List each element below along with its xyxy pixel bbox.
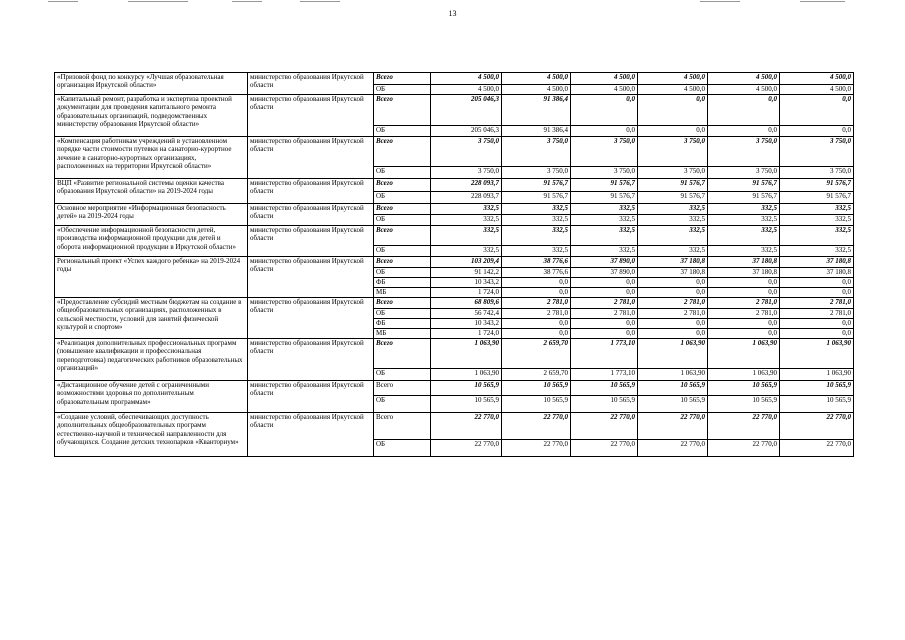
amount-cell: 0,0 (571, 288, 638, 298)
amount-cell: 91 576,7 (708, 179, 780, 192)
measure-name-cell: Основное мероприятие «Информационная безопасность детей» на 2019-2024 годы (55, 204, 248, 226)
executor-cell: министерство образования Иркутской области (248, 339, 374, 381)
funding-source-cell: МБ (374, 288, 431, 298)
amount-cell: 10 565,9 (708, 381, 780, 396)
measure-name-cell: «Обеспечение информационной безопасности детей, производства информационной продукции для детей и оборота информационной продукции в Иркутской области» (55, 226, 248, 257)
executor-cell: министерство образования Иркутской области (248, 257, 374, 298)
amount-cell: 2 781,0 (638, 298, 708, 309)
executor-cell: министерство образования Иркутской области (248, 137, 374, 179)
executor-cell: министерство образования Иркутской области (248, 179, 374, 204)
amount-cell: 56 742,4 (431, 309, 502, 319)
amount-cell: 2 659,70 (502, 339, 571, 369)
funding-source-cell: ОБ (374, 167, 431, 179)
amount-cell: 22 770,0 (780, 440, 854, 457)
table-row (55, 95, 854, 126)
amount-cell: 0,0 (571, 95, 638, 126)
amount-cell: 1 773,10 (571, 369, 638, 381)
amount-cell: 4 500,0 (571, 85, 638, 95)
amount-cell: 10 565,9 (638, 396, 708, 413)
funding-source-cell: Всего (374, 298, 431, 309)
amount-cell: 1 063,90 (638, 369, 708, 381)
amount-cell: 1 063,90 (638, 339, 708, 369)
amount-cell: 0,0 (708, 288, 780, 298)
funding-source-cell: ФБ (374, 278, 431, 288)
amount-cell: 37 890,0 (571, 257, 638, 268)
amount-cell: 91 576,7 (571, 179, 638, 192)
amount-cell: 332,5 (431, 226, 502, 246)
funding-source-cell: Всего (374, 179, 431, 192)
amount-cell: 332,5 (780, 204, 854, 215)
amount-cell: 3 750,0 (502, 167, 571, 179)
amount-cell: 91 576,7 (502, 179, 571, 192)
amount-cell: 4 500,0 (431, 73, 502, 85)
amount-cell: 22 770,0 (431, 413, 502, 440)
amount-cell: 91 576,7 (571, 192, 638, 204)
amount-cell: 22 770,0 (571, 440, 638, 457)
amount-cell: 10 343,2 (431, 278, 502, 288)
amount-cell: 332,5 (780, 226, 854, 246)
amount-cell: 0,0 (708, 95, 780, 126)
amount-cell: 37 180,8 (638, 268, 708, 278)
amount-cell: 0,0 (780, 278, 854, 288)
amount-cell: 91 576,7 (638, 179, 708, 192)
funding-source-cell: ОБ (374, 215, 431, 226)
amount-cell: 332,5 (638, 226, 708, 246)
amount-cell: 3 750,0 (431, 167, 502, 179)
measure-name-cell: «Предоставление субсидий местным бюджетам на создание в общеобразовательных организациях, расположенных в сельской местности, условий для занятий физической культурой и спортом» (55, 298, 248, 339)
amount-cell: 10 565,9 (638, 381, 708, 396)
amount-cell: 4 500,0 (571, 73, 638, 85)
amount-cell: 4 500,0 (431, 85, 502, 95)
amount-cell: 22 770,0 (502, 413, 571, 440)
amount-cell: 0,0 (571, 319, 638, 329)
executor-cell: министерство образования Иркутской области (248, 381, 374, 413)
measure-name-cell: Региональный проект «Успех каждого ребенка» на 2019-2024 годы (55, 257, 248, 298)
amount-cell: 332,5 (571, 215, 638, 226)
amount-cell: 10 565,9 (431, 381, 502, 396)
amount-cell: 332,5 (708, 246, 780, 257)
amount-cell: 91 576,7 (780, 179, 854, 192)
measure-name-cell: «Реализация дополнительных профессиональных программ (повышение квалификации и профессиональная переподготовка) педагогических работников образовательных организаций» (55, 339, 248, 381)
amount-cell: 4 500,0 (780, 73, 854, 85)
amount-cell: 332,5 (708, 204, 780, 215)
amount-cell: 228 093,7 (431, 179, 502, 192)
amount-cell: 0,0 (780, 329, 854, 339)
amount-cell: 37 890,0 (571, 268, 638, 278)
amount-cell: 37 180,8 (780, 257, 854, 268)
funding-source-cell: ОБ (374, 369, 431, 381)
amount-cell: 10 565,9 (780, 396, 854, 413)
amount-cell: 1 063,90 (431, 369, 502, 381)
amount-cell: 332,5 (502, 204, 571, 215)
executor-cell: министерство образования Иркутской области (248, 298, 374, 339)
table-row (55, 381, 854, 396)
amount-cell: 0,0 (638, 126, 708, 137)
top-scan-lines (0, 0, 905, 3)
amount-cell: 0,0 (708, 329, 780, 339)
funding-source-cell: ОБ (374, 126, 431, 137)
amount-cell: 0,0 (502, 319, 571, 329)
amount-cell: 2 781,0 (780, 298, 854, 309)
funding-source-cell: Всего (374, 226, 431, 246)
amount-cell: 0,0 (780, 288, 854, 298)
amount-cell: 3 750,0 (780, 167, 854, 179)
funding-source-cell: ОБ (374, 440, 431, 457)
amount-cell: 332,5 (571, 204, 638, 215)
amount-cell: 2 781,0 (502, 309, 571, 319)
funding-source-cell: Всего (374, 413, 431, 440)
amount-cell: 4 500,0 (638, 73, 708, 85)
measure-name-cell: «Компенсация работникам учреждений в установленном порядке части стоимости путевки на санаторно-курортное лечение в санаторно-курортных организациях, расположенных на территории Иркутской области» (55, 137, 248, 179)
amount-cell: 3 750,0 (708, 137, 780, 167)
amount-cell: 332,5 (502, 226, 571, 246)
amount-cell: 2 781,0 (708, 309, 780, 319)
table-row (55, 137, 854, 167)
amount-cell: 103 209,4 (431, 257, 502, 268)
funding-source-cell: Всего (374, 73, 431, 85)
amount-cell: 332,5 (780, 215, 854, 226)
executor-cell: министерство образования Иркутской области (248, 95, 374, 137)
funding-source-cell: МБ (374, 329, 431, 339)
amount-cell: 0,0 (502, 278, 571, 288)
amount-cell: 3 750,0 (708, 167, 780, 179)
amount-cell: 332,5 (431, 204, 502, 215)
page-number: 13 (448, 9, 457, 18)
amount-cell: 4 500,0 (708, 85, 780, 95)
amount-cell: 37 180,8 (638, 257, 708, 268)
funding-source-cell: ОБ (374, 309, 431, 319)
amount-cell: 3 750,0 (571, 137, 638, 167)
amount-cell: 2 781,0 (502, 298, 571, 309)
table-row (55, 73, 854, 85)
amount-cell: 0,0 (638, 329, 708, 339)
amount-cell: 0,0 (638, 95, 708, 126)
amount-cell: 1 063,90 (431, 339, 502, 369)
amount-cell: 0,0 (780, 126, 854, 137)
amount-cell: 1 063,90 (780, 339, 854, 369)
funding-source-cell: ОБ (374, 85, 431, 95)
amount-cell: 332,5 (638, 246, 708, 257)
executor-cell: министерство образования Иркутской области (248, 413, 374, 457)
amount-cell: 22 770,0 (431, 440, 502, 457)
funding-source-cell: Всего (374, 137, 431, 167)
amount-cell: 332,5 (502, 246, 571, 257)
amount-cell: 4 500,0 (708, 73, 780, 85)
amount-cell: 10 565,9 (780, 381, 854, 396)
amount-cell: 91 576,7 (502, 192, 571, 204)
amount-cell: 10 565,9 (571, 396, 638, 413)
amount-cell: 332,5 (708, 226, 780, 246)
executor-cell: министерство образования Иркутской области (248, 73, 374, 95)
amount-cell: 0,0 (638, 319, 708, 329)
amount-cell: 0,0 (708, 126, 780, 137)
amount-cell: 37 180,8 (708, 268, 780, 278)
amount-cell: 205 046,3 (431, 95, 502, 126)
amount-cell: 10 343,2 (431, 319, 502, 329)
amount-cell: 38 776,6 (502, 268, 571, 278)
measure-name-cell: «Дистанционное обучение детей с ограниченными возможностями здоровья по дополнительным образовательным программам» (55, 381, 248, 413)
funding-source-cell: ОБ (374, 268, 431, 278)
amount-cell: 0,0 (502, 288, 571, 298)
amount-cell: 3 750,0 (780, 137, 854, 167)
measure-name-cell: «Создание условий, обеспечивающих доступность дополнительных общеобразовательных программ естественно-научной и технической направленности для обучающихся. Создание детских технопарков «Кванториум» (55, 413, 248, 457)
funding-source-cell: ОБ (374, 396, 431, 413)
amount-cell: 4 500,0 (780, 85, 854, 95)
funding-source-cell: Всего (374, 339, 431, 369)
amount-cell: 2 781,0 (638, 309, 708, 319)
amount-cell: 91 576,7 (780, 192, 854, 204)
amount-cell: 22 770,0 (780, 413, 854, 440)
amount-cell: 10 565,9 (431, 396, 502, 413)
amount-cell: 0,0 (571, 126, 638, 137)
amount-cell: 38 776,6 (502, 257, 571, 268)
funding-source-cell: ФБ (374, 319, 431, 329)
amount-cell: 1 724,0 (431, 288, 502, 298)
amount-cell: 2 781,0 (571, 298, 638, 309)
amount-cell: 2 781,0 (780, 309, 854, 319)
amount-cell: 0,0 (571, 278, 638, 288)
amount-cell: 22 770,0 (708, 413, 780, 440)
amount-cell: 332,5 (571, 226, 638, 246)
amount-cell: 22 770,0 (708, 440, 780, 457)
amount-cell: 332,5 (708, 215, 780, 226)
amount-cell: 37 180,8 (708, 257, 780, 268)
amount-cell: 332,5 (431, 215, 502, 226)
table-row (55, 226, 854, 246)
amount-cell: 332,5 (502, 215, 571, 226)
amount-cell: 4 500,0 (638, 85, 708, 95)
funding-source-cell: Всего (374, 95, 431, 126)
amount-cell: 10 565,9 (708, 396, 780, 413)
amount-cell: 3 750,0 (638, 167, 708, 179)
amount-cell: 0,0 (638, 278, 708, 288)
amount-cell: 0,0 (708, 319, 780, 329)
amount-cell: 91 576,7 (638, 192, 708, 204)
amount-cell: 22 770,0 (502, 440, 571, 457)
funding-source-cell: Всего (374, 204, 431, 215)
amount-cell: 91 576,7 (708, 192, 780, 204)
amount-cell: 91 142,2 (431, 268, 502, 278)
amount-cell: 91 386,4 (502, 126, 571, 137)
amount-cell: 3 750,0 (571, 167, 638, 179)
amount-cell: 332,5 (638, 215, 708, 226)
amount-cell: 37 180,8 (780, 268, 854, 278)
table-row (55, 339, 854, 369)
amount-cell: 10 565,9 (571, 381, 638, 396)
amount-cell: 228 093,7 (431, 192, 502, 204)
amount-cell: 1 063,90 (708, 339, 780, 369)
amount-cell: 4 500,0 (502, 85, 571, 95)
budget-table (54, 72, 854, 457)
amount-cell: 1 724,0 (431, 329, 502, 339)
amount-cell: 91 386,4 (502, 95, 571, 126)
amount-cell: 10 565,9 (502, 396, 571, 413)
amount-cell: 3 750,0 (431, 137, 502, 167)
funding-source-cell: ОБ (374, 192, 431, 204)
table-row (55, 257, 854, 268)
amount-cell: 205 046,3 (431, 126, 502, 137)
amount-cell: 0,0 (780, 95, 854, 126)
measure-name-cell: «Капитальный ремонт, разработка и экспертиза проектной документации для проведения капитального ремонта образовательных организаций, подведомственных министерству образования Иркутской области» (55, 95, 248, 137)
amount-cell: 22 770,0 (638, 413, 708, 440)
table-row (55, 204, 854, 215)
executor-cell: министерство образования Иркутской области (248, 204, 374, 226)
amount-cell: 1 063,90 (708, 369, 780, 381)
amount-cell: 1 063,90 (780, 369, 854, 381)
amount-cell: 68 809,6 (431, 298, 502, 309)
amount-cell: 332,5 (638, 204, 708, 215)
amount-cell: 332,5 (431, 246, 502, 257)
amount-cell: 2 659,70 (502, 369, 571, 381)
table-row (55, 298, 854, 309)
measure-name-cell: «Призовой фонд по конкурсу «Лучшая образовательная организация Иркутской области» (55, 73, 248, 95)
amount-cell: 0,0 (571, 329, 638, 339)
amount-cell: 4 500,0 (502, 73, 571, 85)
amount-cell: 3 750,0 (502, 137, 571, 167)
amount-cell: 10 565,9 (502, 381, 571, 396)
amount-cell: 0,0 (638, 288, 708, 298)
amount-cell: 1 773,10 (571, 339, 638, 369)
table-row (55, 413, 854, 440)
amount-cell: 22 770,0 (638, 440, 708, 457)
amount-cell: 332,5 (780, 246, 854, 257)
amount-cell: 332,5 (571, 246, 638, 257)
measure-name-cell: ВЦП «Развитие региональной системы оценки качества образования Иркутской области» на 2019-2024 годы (55, 179, 248, 204)
amount-cell: 22 770,0 (571, 413, 638, 440)
amount-cell: 0,0 (708, 278, 780, 288)
funding-source-cell: Всего (374, 257, 431, 268)
funding-source-cell: Всего (374, 381, 431, 396)
amount-cell: 3 750,0 (638, 137, 708, 167)
table-row (55, 179, 854, 192)
amount-cell: 2 781,0 (708, 298, 780, 309)
executor-cell: министерство образования Иркутской области (248, 226, 374, 257)
funding-source-cell: ОБ (374, 246, 431, 257)
amount-cell: 2 781,0 (571, 309, 638, 319)
amount-cell: 0,0 (780, 319, 854, 329)
amount-cell: 0,0 (502, 329, 571, 339)
